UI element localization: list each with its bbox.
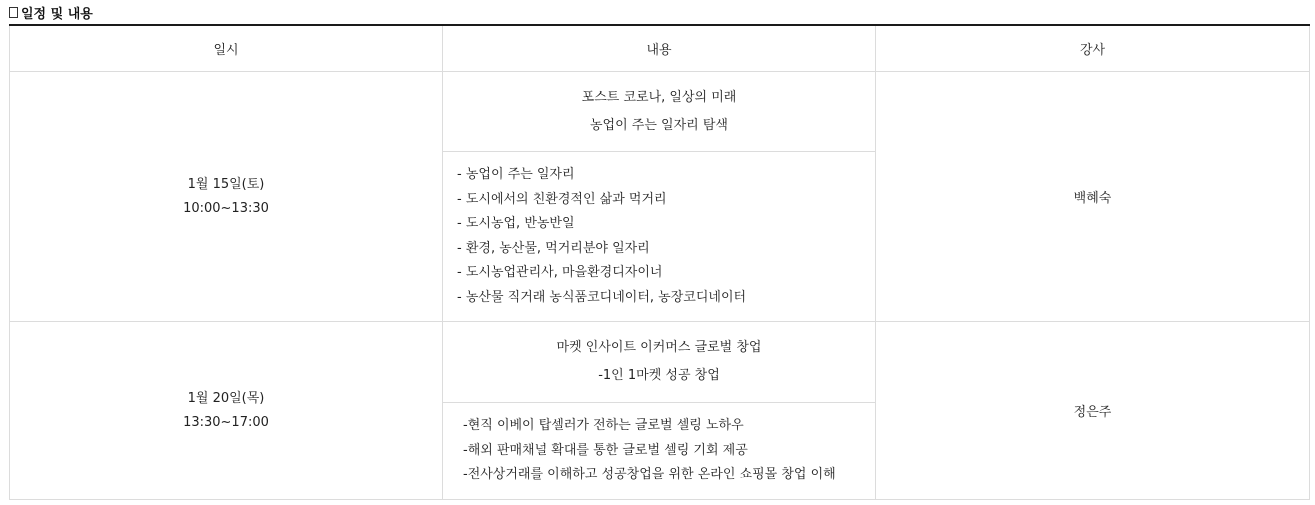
- session-lecturer: 정은주: [876, 322, 1310, 500]
- list-item: -전사상거래를 이해하고 성공창업을 위한 온라인 쇼핑몰 창업 이해: [463, 467, 836, 483]
- session-time: 13:30~17:00: [183, 414, 269, 430]
- header-content: 내용: [443, 25, 876, 72]
- list-item: - 도시농업, 반농반일: [457, 216, 575, 231]
- list-item: - 농업이 주는 일자리: [457, 167, 575, 182]
- list-item: - 도시에서의 친환경적인 삶과 먹거리: [457, 191, 667, 207]
- list-item: - 농산물 직거래 농식품코디네이터, 농장코디네이터: [457, 289, 747, 305]
- list-item: -현직 이베이 탑셀러가 전하는 글로벌 셀링 노하우: [463, 418, 744, 434]
- header-lecturer: 강사: [876, 25, 1310, 72]
- table-header-row: [10, 25, 1310, 72]
- topic-line: 농업이 주는 일자리 탐색: [590, 117, 728, 133]
- section-title-text: 일정 및 내용: [21, 6, 93, 22]
- list-item: - 도시농업관리사, 마을환경디자이너: [457, 265, 663, 280]
- session-time: 10:00~13:30: [183, 200, 269, 216]
- section-title: [9, 3, 93, 21]
- session-items-cell: [443, 152, 876, 322]
- session-date: 1월 20일(목): [187, 390, 265, 406]
- session-date-cell: [10, 72, 443, 322]
- session-topic-cell: [443, 322, 876, 403]
- list-item: -해외 판매채널 확대를 통한 글로벌 셀링 기회 제공: [463, 442, 748, 458]
- table-row: [10, 72, 1310, 152]
- topic-line: -1인 1마켓 성공 창업: [598, 368, 720, 383]
- session-date: 1월 15일(토): [187, 176, 265, 192]
- session-items-cell: [443, 403, 876, 500]
- header-date: 일시: [10, 25, 443, 72]
- list-item: - 환경, 농산물, 먹거리분야 일자리: [457, 240, 650, 256]
- topic-line: 마켓 인사이트 이커머스 글로벌 창업: [556, 340, 762, 355]
- table-row: [10, 322, 1310, 403]
- session-topic-cell: [443, 72, 876, 152]
- checkbox-square-icon: [9, 7, 18, 18]
- session-date-cell: [10, 322, 443, 500]
- session-lecturer: 백혜숙: [876, 72, 1310, 322]
- schedule-table: [9, 24, 1310, 500]
- topic-line: 포스트 코로나, 일상의 미래: [581, 89, 737, 105]
